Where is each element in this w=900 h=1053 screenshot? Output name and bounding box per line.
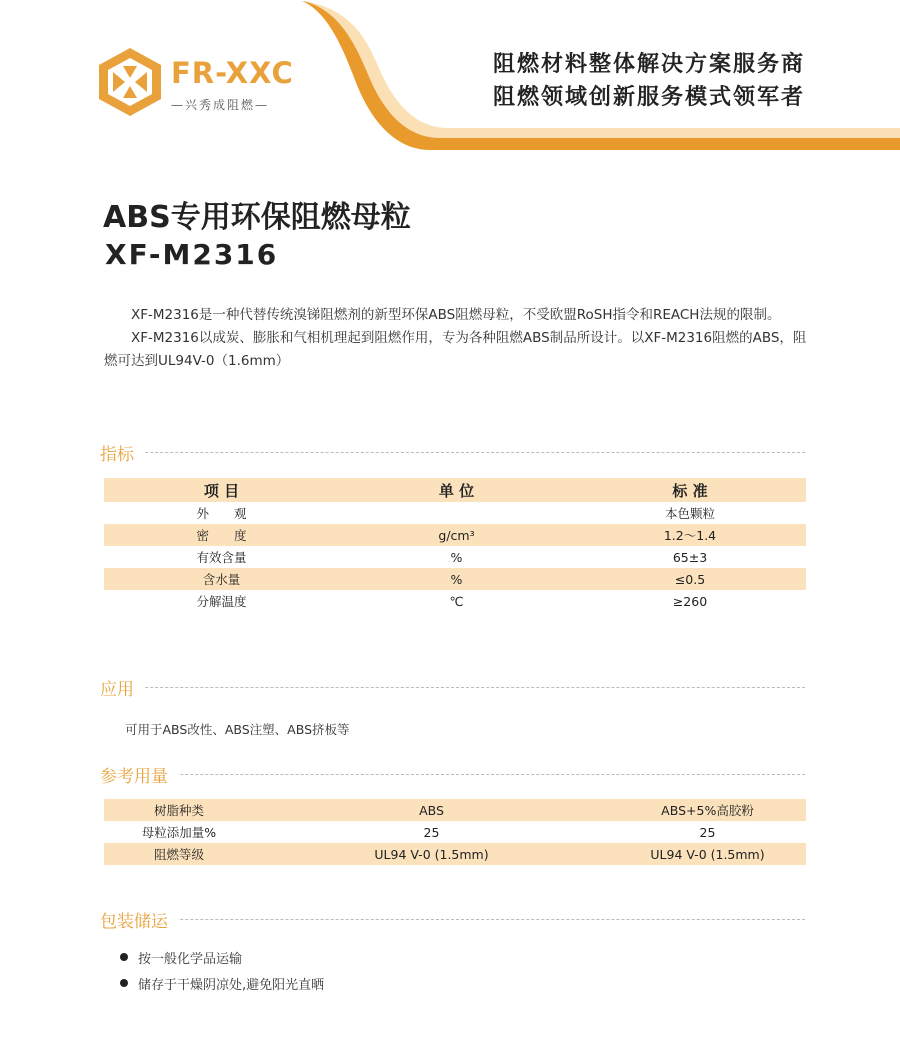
list-item bbox=[120, 944, 324, 970]
section-divider bbox=[100, 687, 805, 688]
table-cell: 母粒添加量% bbox=[141, 825, 217, 840]
table-cell: 密 度 bbox=[104, 524, 339, 546]
column-header: 项 目 bbox=[104, 478, 339, 502]
table-cell: ≥260 bbox=[672, 593, 708, 609]
header-slogan bbox=[493, 48, 805, 114]
table-cell: 1.2～1.4 bbox=[574, 524, 806, 546]
table-cell: ABS bbox=[254, 799, 609, 821]
section-application-label: 应用 bbox=[100, 675, 144, 700]
table-cell: 树脂种类 bbox=[104, 799, 254, 821]
packaging-list bbox=[120, 944, 324, 996]
product-title: ABS专用环保阻燃母粒 bbox=[103, 200, 411, 235]
table-cell: UL94 V-0 (1.5mm) bbox=[609, 843, 806, 865]
table-cell: ℃ bbox=[449, 593, 464, 609]
table-row bbox=[104, 524, 806, 546]
section-dosage bbox=[100, 762, 805, 786]
table-row bbox=[104, 568, 806, 590]
column-header: 标 准 bbox=[574, 478, 806, 502]
table-cell: % bbox=[339, 568, 574, 590]
table-cell: ABS+5%高胶粉 bbox=[609, 799, 806, 821]
table-row bbox=[104, 590, 806, 612]
product-model: XF-M2316 bbox=[105, 238, 279, 271]
table-row bbox=[104, 502, 806, 524]
list-item-text: 按一般化学品运输 bbox=[138, 951, 243, 967]
table-cell: g/cm³ bbox=[339, 524, 574, 546]
application-text: 可用于ABS改性、ABS注塑、ABS挤板等 bbox=[125, 722, 350, 737]
company-logo bbox=[95, 46, 295, 126]
list-item bbox=[120, 970, 324, 996]
slogan-line-2: 阻燃领域创新服务模式领军者 bbox=[492, 85, 805, 110]
table-cell: 分解温度 bbox=[196, 594, 247, 609]
column-header: 单 位 bbox=[339, 478, 574, 502]
dosage-table bbox=[104, 799, 806, 865]
table-row bbox=[104, 821, 806, 843]
list-item-text: 储存于干燥阴凉处,避免阳光直晒 bbox=[138, 977, 325, 993]
table-cell: ≤0.5 bbox=[574, 568, 806, 590]
section-specs bbox=[100, 440, 805, 464]
section-divider bbox=[100, 919, 805, 920]
section-specs-label: 指标 bbox=[100, 440, 144, 465]
bullet-dot-icon bbox=[120, 979, 128, 987]
intro-paragraph-1: XF-M2316是一种代替传统溴锑阻燃剂的新型环保ABS阻燃母粒，不受欧盟RoSH指令和REACH法规的限制。 bbox=[131, 307, 781, 323]
table-cell: 25 bbox=[423, 824, 440, 840]
intro-paragraph-2: XF-M2316以成炭、膨胀和气相机理起到阻燃作用，专为各种阻燃ABS制品所设计。以XF-M2316阻燃的ABS，阻燃可达到UL94V-0（1.6mm） bbox=[104, 330, 807, 369]
table-cell: % bbox=[450, 549, 463, 565]
table-row bbox=[104, 546, 806, 568]
slogan-line-1: 阻燃材料整体解决方案服务商 bbox=[492, 52, 805, 77]
table-cell: 有效含量 bbox=[196, 550, 247, 565]
product-intro bbox=[104, 304, 816, 373]
table-cell: 含水量 bbox=[104, 568, 339, 590]
table-cell: 本色颗粒 bbox=[664, 506, 715, 521]
bullet-dot-icon bbox=[120, 953, 128, 961]
table-cell: UL94 V-0 (1.5mm) bbox=[254, 843, 609, 865]
logo-tagline: —兴秀成阻燃— bbox=[171, 98, 270, 112]
table-cell bbox=[339, 502, 574, 524]
table-cell: 外 观 bbox=[196, 506, 247, 521]
section-packaging-label: 包装储运 bbox=[100, 907, 178, 932]
section-divider bbox=[100, 452, 805, 453]
logo-wordmark: FR-XXC bbox=[171, 56, 294, 90]
table-row bbox=[104, 799, 806, 821]
page-header bbox=[0, 0, 900, 160]
logo-hexagon-icon bbox=[95, 46, 165, 118]
section-application bbox=[100, 675, 805, 699]
section-dosage-label: 参考用量 bbox=[100, 762, 178, 787]
table-header-row bbox=[104, 478, 806, 502]
section-divider bbox=[100, 774, 805, 775]
specs-table bbox=[104, 478, 806, 612]
table-cell: 65±3 bbox=[672, 549, 708, 565]
section-packaging bbox=[100, 907, 805, 931]
table-cell: 25 bbox=[699, 824, 716, 840]
table-cell: 阻燃等级 bbox=[104, 843, 254, 865]
table-row bbox=[104, 843, 806, 865]
